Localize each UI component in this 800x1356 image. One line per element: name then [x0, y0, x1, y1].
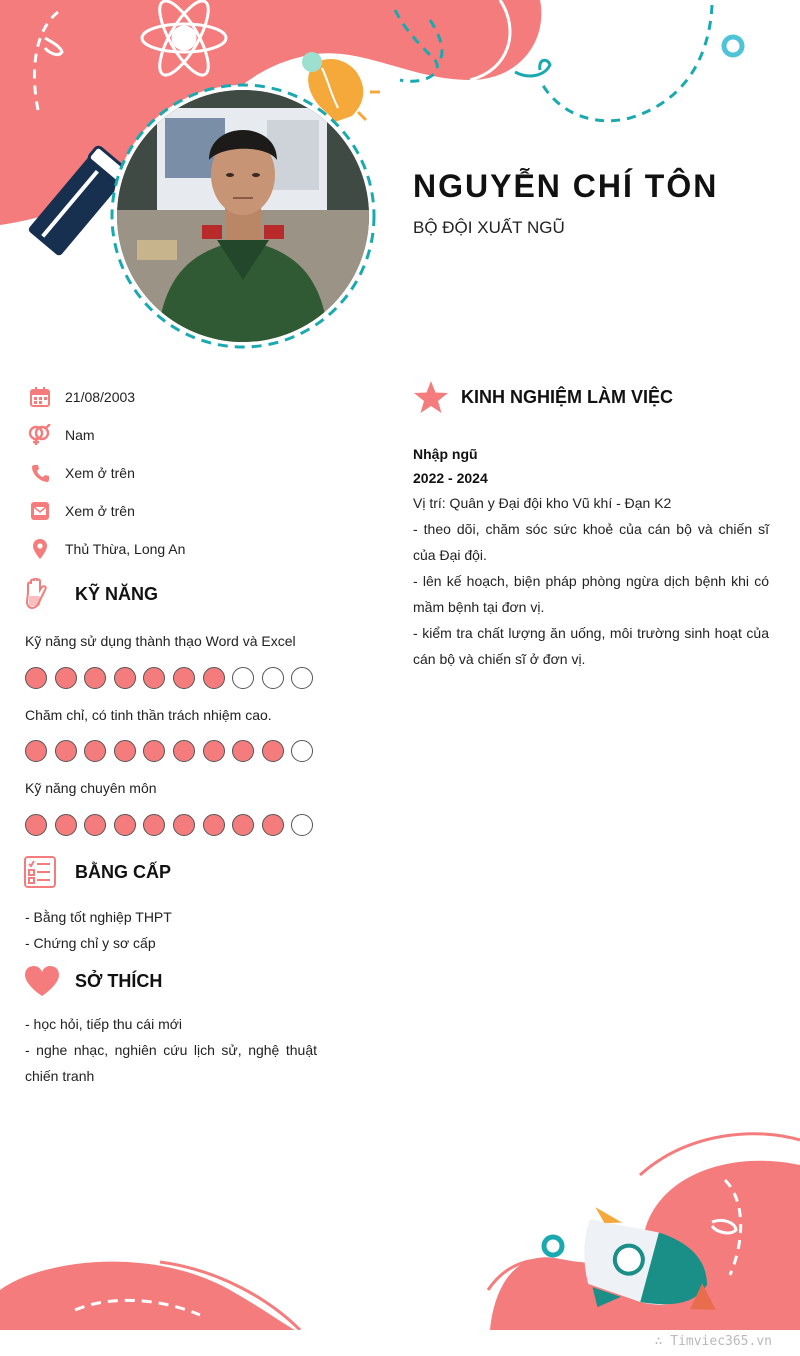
gender-icon	[28, 423, 52, 447]
certificate-item: - Chứng chỉ y sơ cấp	[25, 935, 156, 951]
skills-section-title	[24, 578, 158, 610]
gender-value: Nam	[65, 427, 95, 443]
rating-dot-filled	[143, 814, 165, 836]
rating-dot-filled	[25, 740, 47, 762]
rating-dot-filled	[143, 667, 165, 689]
address-value: Thủ Thừa, Long An	[65, 541, 186, 557]
skills-heading: KỸ NĂNG	[75, 583, 159, 604]
rating-dot-filled	[262, 814, 284, 836]
hobbies-heading: SỞ THÍCH	[75, 970, 163, 991]
experience-company: Nhập ngũ	[413, 446, 478, 462]
rating-dot-filled	[25, 814, 47, 836]
skill-label: Kỹ năng chuyên môn	[25, 780, 157, 796]
phone-value: Xem ở trên	[65, 465, 135, 481]
rating-dot-empty	[262, 667, 284, 689]
rating-dot-filled	[232, 814, 254, 836]
experience-period: 2022 - 2024	[413, 470, 488, 486]
heart-icon	[24, 965, 60, 997]
rating-dot-empty	[291, 667, 313, 689]
birthday-value: 21/08/2003	[65, 389, 136, 405]
experience-duty: - lên kế hoạch, biện pháp phòng ngừa dịch bệnh khi có mầm bệnh tại đơn vị.	[413, 573, 769, 615]
rating-dot-empty	[232, 667, 254, 689]
certificate-item: - Bằng tốt nghiệp THPT	[25, 909, 172, 925]
experience-section-title	[413, 380, 673, 414]
info-row-phone	[28, 460, 328, 486]
email-icon	[28, 499, 52, 523]
hobby-item: - nghe nhạc, nghiên cứu lịch sử, nghệ thuật chiến tranh	[25, 1042, 317, 1084]
info-row-gender	[28, 422, 328, 448]
experience-duty: - theo dõi, chăm sóc sức khoẻ của cán bộ và chiến sĩ của Đại đội.	[413, 521, 769, 563]
rating-dot-filled	[55, 814, 77, 836]
candidate-name: NGUYỄN CHÍ TÔN	[413, 168, 719, 204]
experience-heading: KINH NGHIỆM LÀM VIỆC	[461, 386, 674, 407]
info-row-birthday	[28, 384, 328, 410]
skill-rating	[25, 814, 321, 836]
rating-dot-empty	[291, 740, 313, 762]
rating-dot-filled	[84, 667, 106, 689]
phone-icon	[28, 461, 52, 485]
job-title: BỘ ĐỘI XUẤT NGŨ	[413, 218, 565, 237]
hand-icon	[24, 578, 48, 610]
calendar-icon	[28, 385, 52, 409]
location-pin-icon	[28, 537, 52, 561]
rating-dot-filled	[84, 740, 106, 762]
skill-rating	[25, 667, 321, 689]
hobby-item: - học hỏi, tiếp thu cái mới	[25, 1016, 183, 1032]
experience-position: Vị trí: Quân y Đại đội kho Vũ khí - Đạn K2	[413, 495, 672, 511]
rating-dot-filled	[25, 667, 47, 689]
skill-label: Chăm chỉ, có tinh thần trách nhiệm cao.	[25, 707, 272, 723]
info-row-address	[28, 536, 328, 562]
rating-dot-filled	[173, 667, 195, 689]
skill-rating	[25, 740, 321, 762]
certificates-section-title	[24, 856, 171, 888]
email-value: Xem ở trên	[65, 503, 135, 519]
rating-dot-filled	[114, 740, 136, 762]
rating-dot-filled	[203, 667, 225, 689]
rating-dot-filled	[232, 740, 254, 762]
rating-dot-filled	[143, 740, 165, 762]
checklist-icon	[24, 856, 56, 888]
experience-duty: - kiểm tra chất lượng ăn uống, môi trường sinh hoạt của cán bộ và chiến sĩ ở đơn vị.	[413, 625, 769, 667]
rating-dot-empty	[291, 814, 313, 836]
hobbies-section-title	[24, 965, 162, 997]
rating-dot-filled	[203, 814, 225, 836]
certificates-heading: BẰNG CẤP	[75, 861, 172, 882]
watermark: ∴ Timviec365.vn	[654, 1334, 772, 1349]
rating-dot-filled	[173, 814, 195, 836]
rating-dot-filled	[173, 740, 195, 762]
rating-dot-filled	[55, 740, 77, 762]
rating-dot-filled	[84, 814, 106, 836]
rating-dot-filled	[203, 740, 225, 762]
profile-photo	[117, 90, 369, 342]
rating-dot-filled	[114, 667, 136, 689]
info-row-email	[28, 498, 328, 524]
rating-dot-filled	[114, 814, 136, 836]
rating-dot-filled	[55, 667, 77, 689]
star-icon	[413, 380, 449, 414]
rating-dot-filled	[262, 740, 284, 762]
skill-label: Kỹ năng sử dụng thành thạo Word và Excel	[25, 633, 296, 649]
